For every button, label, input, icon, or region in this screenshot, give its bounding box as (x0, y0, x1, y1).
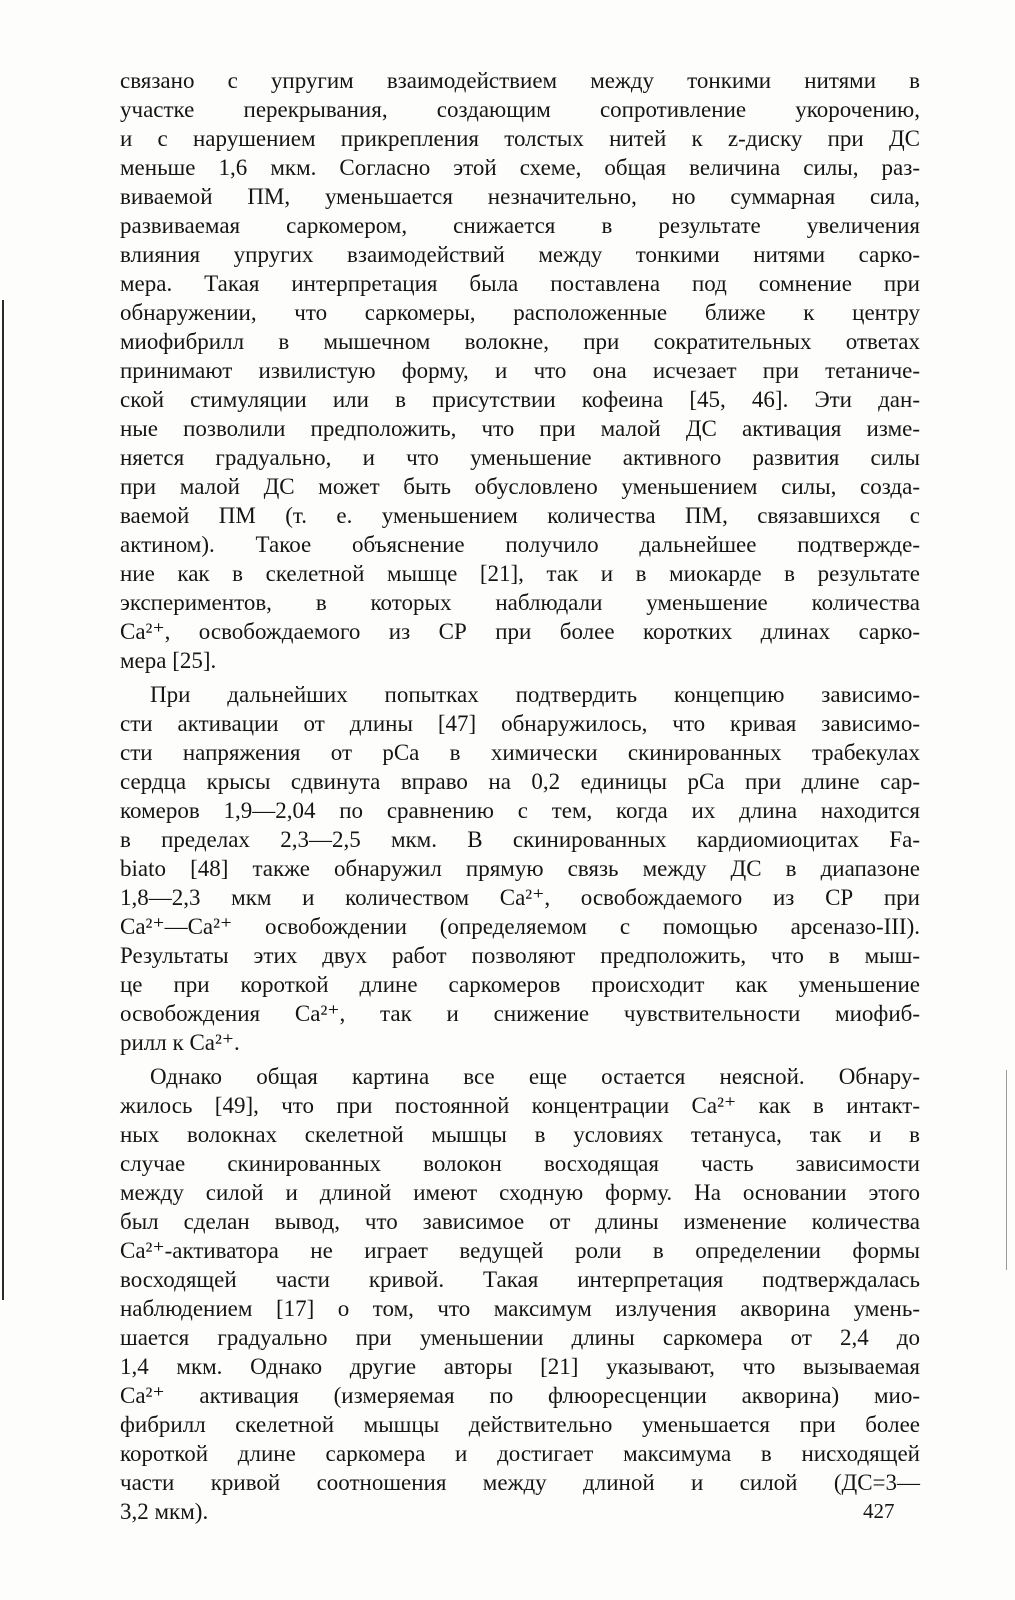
text-line: актином). Такое объяснение получило дальнейшее подтвержде- (120, 532, 920, 557)
text-line: сти напряжения от pCa в химически скинированных трабекулах (120, 740, 920, 765)
text-line: в пределах 2,3—2,5 мкм. В скинированных кардиомиоцитах Fa- (120, 827, 920, 852)
text-line: влияния упругих взаимодействий между тонкими нитями сарко- (120, 242, 920, 267)
text-line: няется градуально, и что уменьшение активного развития силы (120, 445, 920, 470)
text-line: Однако общая картина все еще остается неясной. Обнару- (150, 1064, 920, 1089)
text-line: миофибрилл в мышечном волокне, при сократительных ответах (120, 329, 920, 354)
text-line: случае скинированных волокон восходящая часть зависимости (120, 1151, 920, 1176)
text-line: принимают извилистую форму, и что она исчезает при тетаниче- (120, 358, 920, 383)
text-line: ваемой ПМ (т. е. уменьшением количества ПМ, связавшихся с (120, 503, 920, 528)
text-line: Ca²⁺-активатора не играет ведущей роли в определении формы (120, 1238, 920, 1263)
text-line: сти активации от длины [47] обнаружилось, что кривая зависимо- (120, 711, 920, 736)
text-column (120, 66, 920, 1526)
text-line: Ca²⁺, освобождаемого из СР при более коротких длинах сарко- (120, 619, 920, 644)
paragraph (120, 1062, 920, 1526)
text-line: связано с упругим взаимодействием между тонкими нитями в (120, 68, 920, 93)
text-line: Ca²⁺ активация (измеряемая по флюоресценции акворина) мио- (120, 1383, 920, 1408)
text-line: восходящей части кривой. Такая интерпретация подтверждалась (120, 1267, 920, 1292)
text-line: 1,8—2,3 мкм и количеством Ca²⁺, освобождаемого из СР при (120, 885, 920, 910)
text-line: Ca²⁺—Ca²⁺ освобождении (определяемом с помощью арсеназо-III). (120, 914, 920, 939)
text-line: развиваемая саркомером, снижается в результате увеличения (120, 213, 920, 238)
text-line: ных волокнах скелетной мышцы в условиях тетануса, так и в (120, 1122, 920, 1147)
text-line: ные позволили предположить, что при малой ДС активация изме- (120, 416, 920, 441)
text-line: был сделан вывод, что зависимое от длины изменение количества (120, 1209, 920, 1234)
text-line: сердца крысы сдвинута вправо на 0,2 единицы pCa при длине сар- (120, 769, 920, 794)
paragraph (120, 66, 920, 675)
text-line: жилось [49], что при постоянной концентрации Ca²⁺ как в интакт- (120, 1093, 920, 1118)
text-line: освобождения Ca²⁺, так и снижение чувствительности миофиб- (120, 1001, 920, 1026)
text-line: ние как в скелетной мышце [21], так и в миокарде в результате (120, 561, 920, 586)
page-number: 427 (863, 1499, 895, 1523)
left-margin-rule (2, 300, 4, 1300)
text-line: 1,4 мкм. Однако другие авторы [21] указывают, что вызываемая (120, 1354, 920, 1379)
text-line: ской стимуляции или в присутствии кофеина [45, 46]. Эти дан- (120, 387, 920, 412)
text-line: части кривой соотношения между длиной и силой (ДС=3— (120, 1470, 920, 1495)
text-line: участке перекрывания, создающим сопротивление укорочению, (120, 97, 920, 122)
text-line: Результаты этих двух работ позволяют предположить, что в мыш- (120, 943, 920, 968)
text-line: наблюдением [17] о том, что максимум излучения акворина умень- (120, 1296, 920, 1321)
paragraph (120, 680, 920, 1057)
text-line: виваемой ПМ, уменьшается незначительно, но суммарная сила, (120, 184, 920, 209)
text-line: между силой и длиной имеют сходную форму. На основании этого (120, 1180, 920, 1205)
text-line: це при короткой длине саркомеров происходит как уменьшение (120, 972, 920, 997)
text-line: мера [25]. (120, 648, 217, 673)
text-line: фибрилл скелетной мышцы действительно уменьшается при более (120, 1412, 920, 1437)
text-line: мера. Такая интерпретация была поставлена под сомнение при (120, 271, 920, 296)
right-margin-rule (1006, 1070, 1007, 1270)
text-line: 3,2 мкм). (120, 1499, 209, 1524)
text-line: шается градуально при уменьшении длины саркомера от 2,4 до (120, 1325, 920, 1350)
text-line: рилл к Ca²⁺. (120, 1030, 240, 1055)
text-line: обнаружении, что саркомеры, расположенные ближе к центру (120, 300, 920, 325)
text-line: При дальнейших попытках подтвердить концепцию зависимо- (150, 682, 920, 707)
text-line: комеров 1,9—2,04 по сравнению с тем, когда их длина находится (120, 798, 920, 823)
text-line: меньше 1,6 мкм. Согласно этой схеме, общая величина силы, раз- (120, 155, 920, 180)
text-line: biato [48] также обнаружил прямую связь между ДС в диапазоне (120, 856, 920, 881)
text-line: и с нарушением прикрепления толстых нитей к z-диску при ДС (120, 126, 920, 151)
text-line: при малой ДС может быть обусловлено уменьшением силы, созда- (120, 474, 920, 499)
text-line: короткой длине саркомера и достигает максимума в нисходящей (120, 1441, 920, 1466)
text-line: экспериментов, в которых наблюдали уменьшение количества (120, 590, 920, 615)
